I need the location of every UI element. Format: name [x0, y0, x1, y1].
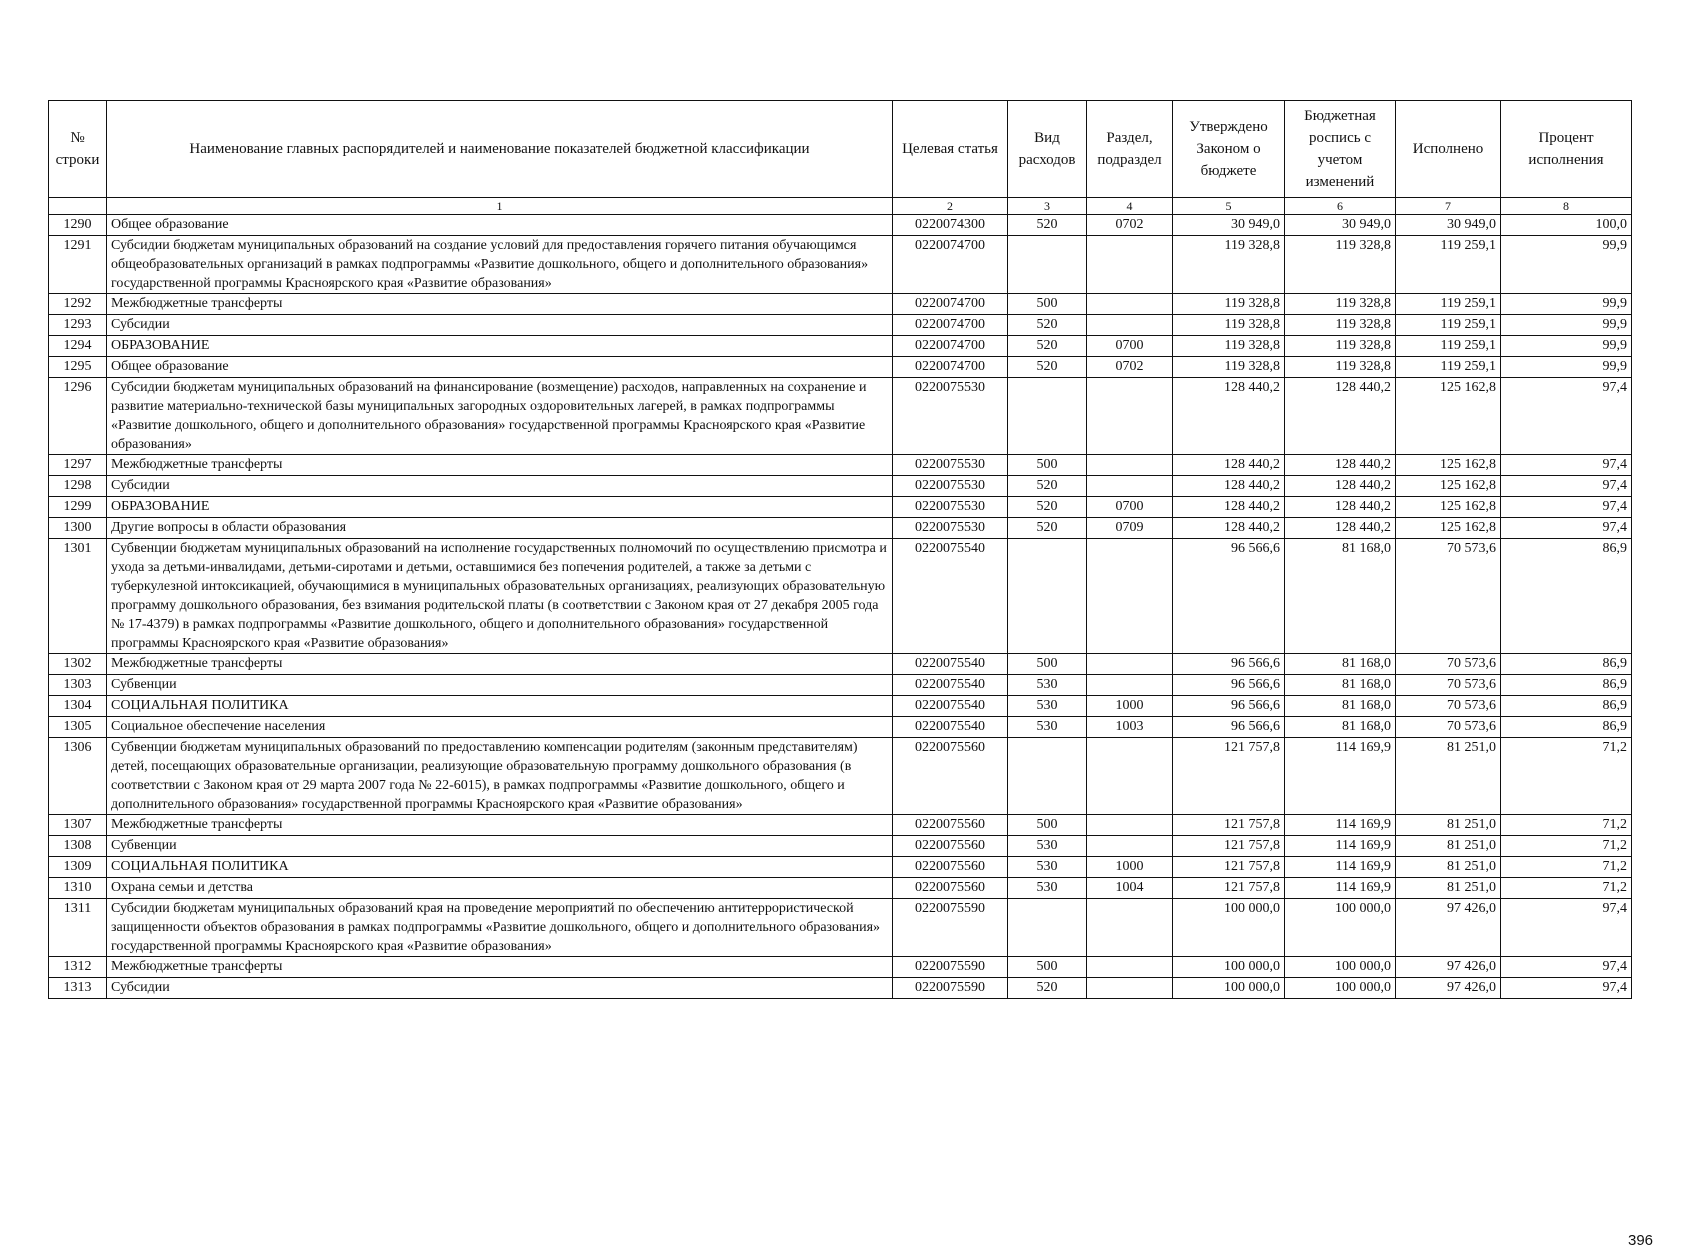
expense-type-cell: 530: [1008, 857, 1087, 878]
target-article-cell: 0220075590: [893, 957, 1008, 978]
percent-cell: 71,2: [1501, 878, 1632, 899]
target-article-cell: 0220075530: [893, 476, 1008, 497]
row-number-cell: 1301: [49, 539, 107, 654]
indicator-name-cell: СОЦИАЛЬНАЯ ПОЛИТИКА: [107, 696, 893, 717]
expense-type-cell: [1008, 236, 1087, 294]
executed-amount-cell: 97 426,0: [1396, 957, 1501, 978]
row-number-cell: 1305: [49, 717, 107, 738]
indicator-name-cell: СОЦИАЛЬНАЯ ПОЛИТИКА: [107, 857, 893, 878]
approved-amount-cell: 128 440,2: [1173, 476, 1285, 497]
budget-schedule-cell: 100 000,0: [1285, 957, 1396, 978]
budget-schedule-cell: 81 168,0: [1285, 696, 1396, 717]
row-number-cell: 1303: [49, 675, 107, 696]
header-expense-type: Вид расходов: [1008, 101, 1087, 198]
row-number-cell: 1295: [49, 357, 107, 378]
section-cell: 0700: [1087, 497, 1173, 518]
executed-amount-cell: 70 573,6: [1396, 675, 1501, 696]
approved-amount-cell: 121 757,8: [1173, 836, 1285, 857]
table-row: [49, 696, 1632, 717]
table-row: [49, 857, 1632, 878]
percent-cell: 71,2: [1501, 815, 1632, 836]
table-row: [49, 738, 1632, 815]
table-row: [49, 899, 1632, 957]
section-cell: [1087, 675, 1173, 696]
target-article-cell: 0220075560: [893, 836, 1008, 857]
section-cell: [1087, 378, 1173, 455]
indicator-name-cell: Субсидии бюджетам муниципальных образований края на проведение мероприятий по обеспечению антитеррористической защищенности объектов образования в рамках подпрограммы «Развитие дошкольного, общего и дополнительного образования» государственной программы Красноярского края «Развитие образования»: [107, 899, 893, 957]
budget-schedule-cell: 114 169,9: [1285, 878, 1396, 899]
approved-amount-cell: 121 757,8: [1173, 738, 1285, 815]
section-cell: [1087, 236, 1173, 294]
budget-schedule-cell: 119 328,8: [1285, 357, 1396, 378]
expense-type-cell: 500: [1008, 815, 1087, 836]
budget-schedule-cell: 114 169,9: [1285, 836, 1396, 857]
section-cell: [1087, 294, 1173, 315]
table-row: [49, 236, 1632, 294]
budget-schedule-cell: 119 328,8: [1285, 236, 1396, 294]
indicator-name-cell: Охрана семьи и детства: [107, 878, 893, 899]
percent-cell: 97,4: [1501, 378, 1632, 455]
expense-type-cell: 520: [1008, 357, 1087, 378]
budget-schedule-cell: 119 328,8: [1285, 315, 1396, 336]
table-row: [49, 497, 1632, 518]
executed-amount-cell: 81 251,0: [1396, 836, 1501, 857]
indicator-name-cell: Субвенции: [107, 675, 893, 696]
target-article-cell: 0220074700: [893, 315, 1008, 336]
row-number-cell: 1309: [49, 857, 107, 878]
section-cell: [1087, 476, 1173, 497]
table-row: [49, 675, 1632, 696]
executed-amount-cell: 119 259,1: [1396, 357, 1501, 378]
budget-schedule-cell: 100 000,0: [1285, 978, 1396, 999]
approved-amount-cell: 128 440,2: [1173, 455, 1285, 476]
executed-amount-cell: 30 949,0: [1396, 215, 1501, 236]
table-row: [49, 315, 1632, 336]
target-article-cell: 0220075560: [893, 878, 1008, 899]
expense-type-cell: 520: [1008, 476, 1087, 497]
percent-cell: 97,4: [1501, 518, 1632, 539]
executed-amount-cell: 81 251,0: [1396, 815, 1501, 836]
column-number: 1: [107, 198, 893, 215]
budget-schedule-cell: 81 168,0: [1285, 717, 1396, 738]
row-number-cell: 1294: [49, 336, 107, 357]
target-article-cell: 0220074700: [893, 236, 1008, 294]
budget-table: [48, 100, 1632, 999]
indicator-name-cell: Субсидии бюджетам муниципальных образований на создание условий для предоставления горячего питания обучающимся общеобразовательных организаций в рамках подпрограммы «Развитие дошкольного, общего и дополнительного образования» государственной программы Красноярского края «Развитие образования»: [107, 236, 893, 294]
column-number-blank: [49, 198, 107, 215]
budget-schedule-cell: 119 328,8: [1285, 336, 1396, 357]
row-number-cell: 1306: [49, 738, 107, 815]
section-cell: [1087, 654, 1173, 675]
budget-schedule-cell: 119 328,8: [1285, 294, 1396, 315]
row-number-cell: 1293: [49, 315, 107, 336]
expense-type-cell: 500: [1008, 455, 1087, 476]
section-cell: [1087, 738, 1173, 815]
percent-cell: 71,2: [1501, 738, 1632, 815]
target-article-cell: 0220074700: [893, 336, 1008, 357]
percent-cell: 86,9: [1501, 539, 1632, 654]
table-row: [49, 336, 1632, 357]
approved-amount-cell: 100 000,0: [1173, 957, 1285, 978]
approved-amount-cell: 96 566,6: [1173, 717, 1285, 738]
row-number-cell: 1299: [49, 497, 107, 518]
row-number-cell: 1308: [49, 836, 107, 857]
column-number: 6: [1285, 198, 1396, 215]
budget-schedule-cell: 81 168,0: [1285, 654, 1396, 675]
header-section: Раздел, подраздел: [1087, 101, 1173, 198]
expense-type-cell: 530: [1008, 717, 1087, 738]
indicator-name-cell: Субвенции бюджетам муниципальных образований на исполнение государственных полномочий по осуществлению присмотра и ухода за детьми-инвалидами, детьми-сиротами и детьми, оставшимися без попечения родителей, а также за детьми с туберкулезной интоксикацией, обучающимися в муниципальных образовательных организациях, реализующих образовательную программу дошкольного образования, без взимания родительской платы (в соответствии с Законом края от 27 декабря 2005 года № 17-4379) в рамках подпрограммы «Развитие дошкольного, общего и дополнительного образования» государственной программы Красноярского края «Развитие образования»: [107, 539, 893, 654]
target-article-cell: 0220075540: [893, 539, 1008, 654]
executed-amount-cell: 70 573,6: [1396, 654, 1501, 675]
column-number: 5: [1173, 198, 1285, 215]
approved-amount-cell: 100 000,0: [1173, 978, 1285, 999]
approved-amount-cell: 119 328,8: [1173, 315, 1285, 336]
budget-schedule-cell: 128 440,2: [1285, 378, 1396, 455]
row-number-cell: 1292: [49, 294, 107, 315]
section-cell: 0702: [1087, 357, 1173, 378]
table-row: [49, 455, 1632, 476]
percent-cell: 86,9: [1501, 675, 1632, 696]
header-budget-schedule: Бюджетная роспись с учетом изменений: [1285, 101, 1396, 198]
section-cell: 1000: [1087, 857, 1173, 878]
header-row-number: № строки: [49, 101, 107, 198]
expense-type-cell: 520: [1008, 978, 1087, 999]
expense-type-cell: [1008, 899, 1087, 957]
indicator-name-cell: Межбюджетные трансферты: [107, 957, 893, 978]
percent-cell: 99,9: [1501, 294, 1632, 315]
row-number-cell: 1297: [49, 455, 107, 476]
column-number: 4: [1087, 198, 1173, 215]
expense-type-cell: 500: [1008, 294, 1087, 315]
section-cell: [1087, 539, 1173, 654]
table-row: [49, 294, 1632, 315]
percent-cell: 71,2: [1501, 857, 1632, 878]
indicator-name-cell: Субсидии: [107, 315, 893, 336]
target-article-cell: 0220075540: [893, 675, 1008, 696]
executed-amount-cell: 119 259,1: [1396, 336, 1501, 357]
percent-cell: 86,9: [1501, 717, 1632, 738]
budget-schedule-cell: 30 949,0: [1285, 215, 1396, 236]
indicator-name-cell: Межбюджетные трансферты: [107, 815, 893, 836]
percent-cell: 97,4: [1501, 497, 1632, 518]
percent-cell: 97,4: [1501, 957, 1632, 978]
header-row: [49, 101, 1632, 198]
approved-amount-cell: 96 566,6: [1173, 675, 1285, 696]
budget-schedule-cell: 128 440,2: [1285, 518, 1396, 539]
executed-amount-cell: 119 259,1: [1396, 236, 1501, 294]
expense-type-cell: 520: [1008, 336, 1087, 357]
page-number: 396: [1628, 1232, 1654, 1249]
indicator-name-cell: Другие вопросы в области образования: [107, 518, 893, 539]
target-article-cell: 0220075540: [893, 696, 1008, 717]
section-cell: [1087, 315, 1173, 336]
approved-amount-cell: 119 328,8: [1173, 336, 1285, 357]
table-row: [49, 215, 1632, 236]
section-cell: [1087, 836, 1173, 857]
section-cell: [1087, 455, 1173, 476]
row-number-cell: 1298: [49, 476, 107, 497]
indicator-name-cell: Субвенции: [107, 836, 893, 857]
expense-type-cell: 520: [1008, 215, 1087, 236]
target-article-cell: 0220074700: [893, 357, 1008, 378]
row-number-cell: 1296: [49, 378, 107, 455]
header-name: Наименование главных распорядителей и наименование показателей бюджетной классификации: [107, 101, 893, 198]
indicator-name-cell: Субсидии: [107, 978, 893, 999]
column-number: 3: [1008, 198, 1087, 215]
executed-amount-cell: 119 259,1: [1396, 294, 1501, 315]
row-number-cell: 1304: [49, 696, 107, 717]
executed-amount-cell: 125 162,8: [1396, 476, 1501, 497]
expense-type-cell: [1008, 539, 1087, 654]
row-number-cell: 1307: [49, 815, 107, 836]
row-number-cell: 1291: [49, 236, 107, 294]
target-article-cell: 0220075560: [893, 815, 1008, 836]
expense-type-cell: 520: [1008, 518, 1087, 539]
indicator-name-cell: ОБРАЗОВАНИЕ: [107, 497, 893, 518]
percent-cell: 86,9: [1501, 696, 1632, 717]
row-number-cell: 1310: [49, 878, 107, 899]
indicator-name-cell: Социальное обеспечение населения: [107, 717, 893, 738]
percent-cell: 86,9: [1501, 654, 1632, 675]
expense-type-cell: 530: [1008, 878, 1087, 899]
target-article-cell: 0220075590: [893, 978, 1008, 999]
percent-cell: 97,4: [1501, 978, 1632, 999]
approved-amount-cell: 128 440,2: [1173, 518, 1285, 539]
executed-amount-cell: 125 162,8: [1396, 518, 1501, 539]
header-approved: Утверждено Законом о бюджете: [1173, 101, 1285, 198]
table-row: [49, 815, 1632, 836]
executed-amount-cell: 81 251,0: [1396, 738, 1501, 815]
row-number-cell: 1312: [49, 957, 107, 978]
expense-type-cell: [1008, 738, 1087, 815]
indicator-name-cell: Общее образование: [107, 357, 893, 378]
budget-schedule-cell: 114 169,9: [1285, 815, 1396, 836]
table-row: [49, 957, 1632, 978]
target-article-cell: 0220075530: [893, 497, 1008, 518]
table-row: [49, 357, 1632, 378]
percent-cell: 100,0: [1501, 215, 1632, 236]
section-cell: [1087, 815, 1173, 836]
target-article-cell: 0220075530: [893, 518, 1008, 539]
row-number-cell: 1302: [49, 654, 107, 675]
indicator-name-cell: ОБРАЗОВАНИЕ: [107, 336, 893, 357]
executed-amount-cell: 81 251,0: [1396, 857, 1501, 878]
budget-schedule-cell: 114 169,9: [1285, 857, 1396, 878]
section-cell: 0709: [1087, 518, 1173, 539]
executed-amount-cell: 97 426,0: [1396, 899, 1501, 957]
approved-amount-cell: 128 440,2: [1173, 497, 1285, 518]
section-cell: [1087, 899, 1173, 957]
table-row: [49, 518, 1632, 539]
percent-cell: 97,4: [1501, 899, 1632, 957]
percent-cell: 71,2: [1501, 836, 1632, 857]
approved-amount-cell: 121 757,8: [1173, 815, 1285, 836]
section-cell: 1004: [1087, 878, 1173, 899]
expense-type-cell: [1008, 378, 1087, 455]
header-percent: Процент исполнения: [1501, 101, 1632, 198]
indicator-name-cell: Субсидии бюджетам муниципальных образований на финансирование (возмещение) расходов, направленных на сохранение и развитие материально-технической базы муниципальных загородных оздоровительных лагерей, в рамках подпрограммы «Развитие дошкольного, общего и дополнительного образования» государственной программы Красноярского края «Развитие образования»: [107, 378, 893, 455]
indicator-name-cell: Общее образование: [107, 215, 893, 236]
table-row: [49, 539, 1632, 654]
approved-amount-cell: 128 440,2: [1173, 378, 1285, 455]
expense-type-cell: 500: [1008, 957, 1087, 978]
percent-cell: 99,9: [1501, 357, 1632, 378]
section-cell: [1087, 957, 1173, 978]
approved-amount-cell: 100 000,0: [1173, 899, 1285, 957]
executed-amount-cell: 125 162,8: [1396, 378, 1501, 455]
budget-schedule-cell: 114 169,9: [1285, 738, 1396, 815]
approved-amount-cell: 119 328,8: [1173, 236, 1285, 294]
executed-amount-cell: 125 162,8: [1396, 455, 1501, 476]
approved-amount-cell: 119 328,8: [1173, 357, 1285, 378]
budget-schedule-cell: 100 000,0: [1285, 899, 1396, 957]
expense-type-cell: 530: [1008, 696, 1087, 717]
indicator-name-cell: Межбюджетные трансферты: [107, 654, 893, 675]
table-row: [49, 717, 1632, 738]
approved-amount-cell: 96 566,6: [1173, 696, 1285, 717]
row-number-cell: 1311: [49, 899, 107, 957]
header-target-article: Целевая статья: [893, 101, 1008, 198]
table-row: [49, 654, 1632, 675]
section-cell: [1087, 978, 1173, 999]
target-article-cell: 0220075540: [893, 654, 1008, 675]
section-cell: 1003: [1087, 717, 1173, 738]
target-article-cell: 0220075590: [893, 899, 1008, 957]
row-number-cell: 1290: [49, 215, 107, 236]
column-numbers-row: [49, 198, 1632, 215]
approved-amount-cell: 96 566,6: [1173, 654, 1285, 675]
table-row: [49, 978, 1632, 999]
column-number: 7: [1396, 198, 1501, 215]
percent-cell: 99,9: [1501, 236, 1632, 294]
target-article-cell: 0220075540: [893, 717, 1008, 738]
percent-cell: 97,4: [1501, 455, 1632, 476]
approved-amount-cell: 30 949,0: [1173, 215, 1285, 236]
table-row: [49, 378, 1632, 455]
target-article-cell: 0220074700: [893, 294, 1008, 315]
approved-amount-cell: 119 328,8: [1173, 294, 1285, 315]
percent-cell: 99,9: [1501, 315, 1632, 336]
indicator-name-cell: Субсидии: [107, 476, 893, 497]
percent-cell: 99,9: [1501, 336, 1632, 357]
target-article-cell: 0220075560: [893, 857, 1008, 878]
indicator-name-cell: Межбюджетные трансферты: [107, 455, 893, 476]
approved-amount-cell: 121 757,8: [1173, 857, 1285, 878]
budget-schedule-cell: 128 440,2: [1285, 497, 1396, 518]
executed-amount-cell: 70 573,6: [1396, 717, 1501, 738]
budget-schedule-cell: 81 168,0: [1285, 675, 1396, 696]
percent-cell: 97,4: [1501, 476, 1632, 497]
indicator-name-cell: Межбюджетные трансферты: [107, 294, 893, 315]
approved-amount-cell: 96 566,6: [1173, 539, 1285, 654]
section-cell: 0702: [1087, 215, 1173, 236]
executed-amount-cell: 97 426,0: [1396, 978, 1501, 999]
target-article-cell: 0220075530: [893, 455, 1008, 476]
budget-schedule-cell: 128 440,2: [1285, 476, 1396, 497]
column-number: 8: [1501, 198, 1632, 215]
executed-amount-cell: 125 162,8: [1396, 497, 1501, 518]
table-row: [49, 878, 1632, 899]
expense-type-cell: 520: [1008, 497, 1087, 518]
header-executed: Исполнено: [1396, 101, 1501, 198]
target-article-cell: 0220075560: [893, 738, 1008, 815]
expense-type-cell: 520: [1008, 315, 1087, 336]
section-cell: 0700: [1087, 336, 1173, 357]
indicator-name-cell: Субвенции бюджетам муниципальных образований по предоставлению компенсации родителям (законным представителям) детей, посещающих образовательные организации, реализующие образовательную программу дошкольного образования (в соответствии с Законом края от 29 марта 2007 года № 22-6015), в рамках подпрограммы «Развитие дошкольного, общего и дополнительного образования» государственной программы Красноярского края «Развитие образования»: [107, 738, 893, 815]
table-body: [49, 215, 1632, 999]
column-number: 2: [893, 198, 1008, 215]
executed-amount-cell: 81 251,0: [1396, 878, 1501, 899]
budget-schedule-cell: 128 440,2: [1285, 455, 1396, 476]
target-article-cell: 0220074300: [893, 215, 1008, 236]
expense-type-cell: 530: [1008, 836, 1087, 857]
executed-amount-cell: 70 573,6: [1396, 539, 1501, 654]
executed-amount-cell: 70 573,6: [1396, 696, 1501, 717]
table-row: [49, 836, 1632, 857]
section-cell: 1000: [1087, 696, 1173, 717]
row-number-cell: 1313: [49, 978, 107, 999]
table-row: [49, 476, 1632, 497]
expense-type-cell: 530: [1008, 675, 1087, 696]
expense-type-cell: 500: [1008, 654, 1087, 675]
budget-report-sheet: [48, 100, 1654, 1249]
budget-schedule-cell: 81 168,0: [1285, 539, 1396, 654]
executed-amount-cell: 119 259,1: [1396, 315, 1501, 336]
approved-amount-cell: 121 757,8: [1173, 878, 1285, 899]
target-article-cell: 0220075530: [893, 378, 1008, 455]
row-number-cell: 1300: [49, 518, 107, 539]
